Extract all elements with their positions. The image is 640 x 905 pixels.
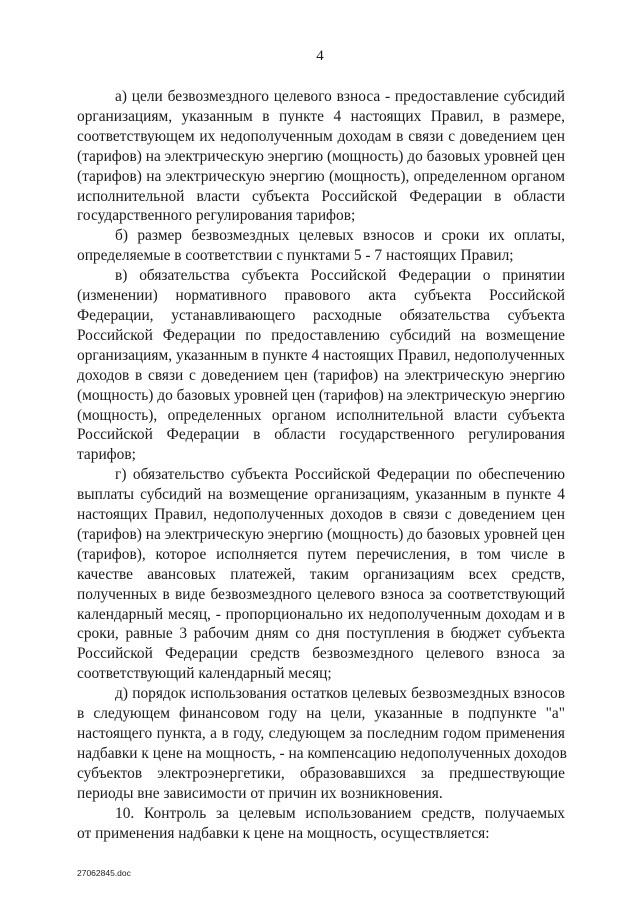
page-number: 4: [316, 48, 324, 64]
text-line: календарный месяц, - пропорционально их недополученным доходам и в: [77, 605, 565, 623]
paragraph-g: [77, 465, 565, 684]
text-line: исполнительной власти субъекта Российской Федерации в области: [77, 187, 565, 205]
document-body: [77, 87, 565, 843]
paragraph-10: [77, 804, 565, 844]
text-line: (тарифов) на электрическую энергию (мощность) до базовых уровней цен: [77, 147, 565, 165]
text-line: г) обязательство субъекта Российской Федерации по обеспечению: [115, 466, 565, 484]
footer-filename: 27062845.doc: [77, 868, 131, 878]
text-line: сроки, равные 3 рабочим дням со дня поступления в бюджет субъекта: [77, 625, 565, 643]
text-line: определяемые в соответствии с пунктами 5 - 7 настоящих Правил;: [77, 247, 514, 265]
text-line: (изменении) нормативного правового акта субъекта Российской: [77, 287, 565, 305]
paragraph-v: [77, 266, 565, 465]
text-line: выплаты субсидий на возмещение организациям, указанным в пункте 4: [77, 486, 565, 504]
text-line: (мощность), определенных органом исполнительной власти субъекта: [77, 406, 565, 424]
paragraph-a: [77, 87, 565, 226]
text-line: д) порядок использования остатков целевых безвозмездных взносов: [115, 685, 565, 703]
text-line: Российской Федерации средств безвозмездного целевого взноса за: [77, 645, 565, 663]
text-line: государственного регулирования тарифов;: [77, 207, 356, 225]
text-line: (тарифов) на электрическую энергию (мощность), определенном органом: [77, 167, 565, 185]
text-line: (мощность) до базовых уровней цен (тарифов) на электрическую энергию: [77, 386, 565, 404]
paragraph-d: [77, 684, 565, 803]
paragraph-b: [77, 226, 565, 266]
text-line: надбавки к цене на мощность, - на компенсацию недополученных доходов: [77, 744, 567, 762]
text-line: настоящих Правил, недополученных доходов в связи с доведением цен: [77, 506, 565, 524]
text-line: доходов в связи с доведением цен (тарифов) на электрическую энергию: [77, 366, 565, 384]
text-line: б) размер безвозмездных целевых взносов и сроки их оплаты,: [115, 227, 565, 245]
text-line: полученных в виде безвозмездного целевого взноса за соответствующий: [77, 585, 565, 603]
text-line: соответствующий календарный месяц;: [77, 665, 332, 683]
text-line: в следующем финансовом году на цели, указанные в подпункте "а": [77, 705, 565, 723]
text-line: тарифов;: [77, 446, 136, 464]
text-line: Российской Федерации в области государственного регулирования: [77, 426, 565, 444]
text-line: соответствующем их недополученным доходам в связи с доведением цен: [77, 127, 565, 145]
text-line: качестве авансовых платежей, таким организациям всех средств,: [77, 565, 565, 583]
text-line: 10. Контроль за целевым использованием средств, получаемых: [115, 804, 565, 822]
text-line: а) цели безвозмездного целевого взноса - предоставление субсидий: [115, 88, 565, 105]
text-line: настоящего пункта, а в году, следующем за последним годом применения: [77, 725, 565, 742]
text-line: Российской Федерации по предоставлению субсидий на возмещение: [77, 326, 565, 344]
text-line: (тарифов) на электрическую энергию (мощность) до базовых уровней цен: [77, 525, 565, 543]
text-line: организациям, указанным в пункте 4 настоящих Правил, в размере,: [77, 107, 565, 125]
text-line: периоды вне зависимости от причин их возникновения.: [77, 784, 443, 802]
text-line: в) обязательства субъекта Российской Федерации о принятии: [115, 267, 565, 285]
text-line: от применения надбавки к цене на мощность, осуществляется:: [77, 824, 490, 842]
text-line: Федерации, устанавливающего расходные обязательства субъекта: [77, 306, 565, 324]
text-line: (тарифов), которое исполняется путем перечисления, в том числе в: [77, 545, 565, 563]
text-line: субъектов электроэнергетики, образовавшихся за предшествующие: [77, 764, 565, 782]
text-line: организациям, указанным в пункте 4 настоящих Правил, недополученных: [77, 346, 565, 364]
